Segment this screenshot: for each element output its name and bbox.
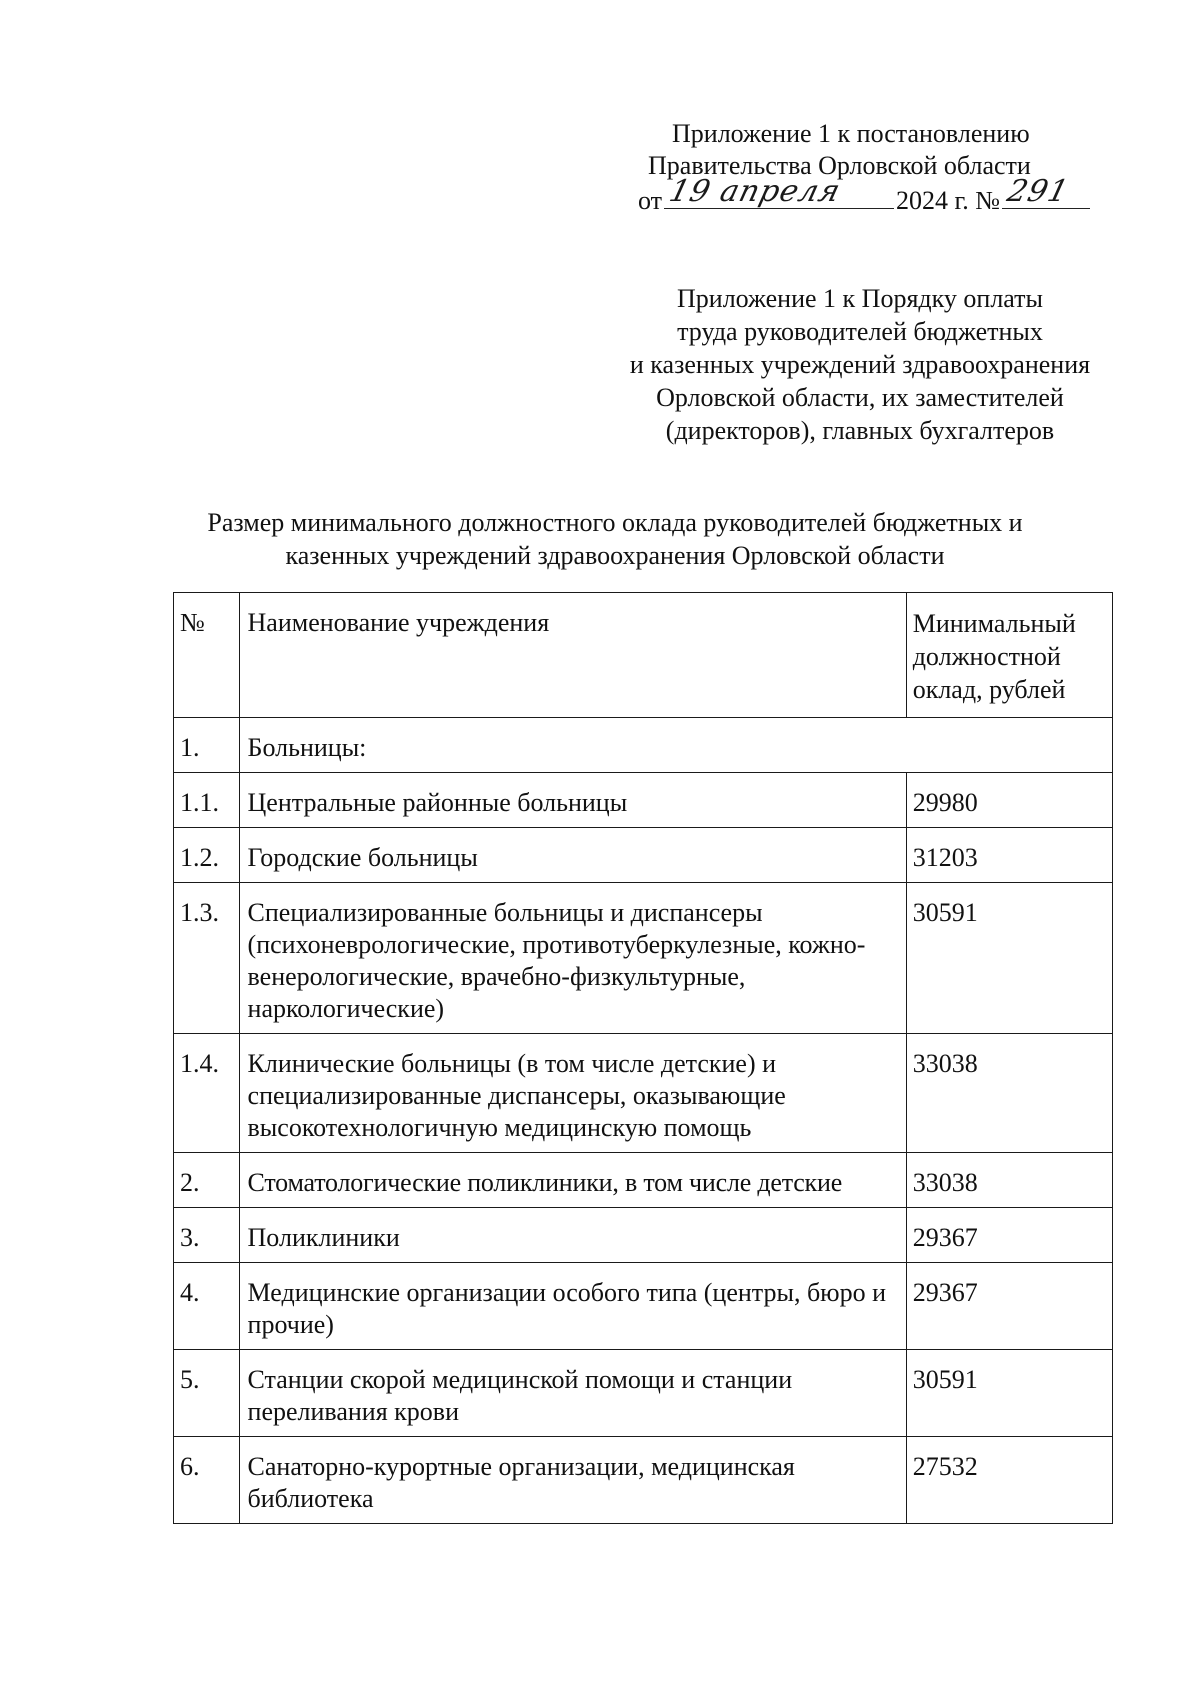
row-value: 29367 bbox=[906, 1208, 1112, 1263]
salary-table bbox=[173, 592, 1113, 1524]
appendix-2-line: Орловской области, их заместителей bbox=[656, 383, 1064, 412]
table-row bbox=[174, 1034, 1113, 1153]
row-value: 33038 bbox=[906, 1034, 1112, 1153]
row-number: 3. bbox=[174, 1208, 240, 1263]
table-row bbox=[174, 828, 1113, 883]
title-line-2: казенных учреждений здравоохранения Орловской области bbox=[285, 541, 945, 570]
appendix-2-header bbox=[600, 282, 1120, 447]
row-name: Поликлиники bbox=[239, 1208, 906, 1263]
row-name: Городские больницы bbox=[239, 828, 906, 883]
row-number: 5. bbox=[174, 1350, 240, 1437]
row-value: 27532 bbox=[906, 1437, 1112, 1524]
row-number: 1. bbox=[174, 718, 240, 773]
table-row bbox=[174, 1153, 1113, 1208]
appendix-1-header bbox=[620, 118, 1140, 217]
table-row bbox=[174, 773, 1113, 828]
row-number: 1.2. bbox=[174, 828, 240, 883]
table-row bbox=[174, 1263, 1113, 1350]
row-name: Медицинские организации особого типа (центры, бюро и прочие) bbox=[239, 1263, 906, 1350]
row-name: Специализированные больницы и диспансеры (психоневрологические, противотуберкулезные, кожно-венерологические, врачебно-физкультурные, наркологические) bbox=[239, 883, 906, 1034]
row-value: 30591 bbox=[906, 1350, 1112, 1437]
row-number: 1.1. bbox=[174, 773, 240, 828]
table-row bbox=[174, 718, 1113, 773]
row-name: Центральные районные больницы bbox=[239, 773, 906, 828]
row-name: Больницы: bbox=[239, 718, 1112, 773]
header-number: № bbox=[174, 593, 240, 718]
number-blank bbox=[1002, 174, 1090, 209]
row-value: 29980 bbox=[906, 773, 1112, 828]
from-label: от bbox=[638, 186, 663, 215]
appendix-1-line-1: Приложение 1 к постановлению bbox=[672, 119, 1030, 148]
document-title bbox=[150, 506, 1080, 572]
row-value: 31203 bbox=[906, 828, 1112, 883]
appendix-2-line: труда руководителей бюджетных bbox=[677, 317, 1043, 346]
row-value: 29367 bbox=[906, 1263, 1112, 1350]
row-number: 2. bbox=[174, 1153, 240, 1208]
year-number-label: 2024 г. № bbox=[896, 186, 1001, 215]
table-row bbox=[174, 1208, 1113, 1263]
appendix-2-line: и казенных учреждений здравоохранения bbox=[629, 350, 1091, 379]
title-line-1: Размер минимального должностного оклада руководителей бюджетных и bbox=[207, 508, 1023, 537]
row-name: Стоматологические поликлиники, в том числе детские bbox=[239, 1153, 906, 1208]
row-value: 30591 bbox=[906, 883, 1112, 1034]
appendix-1-date-line bbox=[620, 174, 1140, 217]
appendix-2-line: Приложение 1 к Порядку оплаты bbox=[677, 284, 1043, 313]
row-number: 1.3. bbox=[174, 883, 240, 1034]
row-name: Клинические больницы (в том числе детские) и специализированные диспансеры, оказывающие высокотехнологичную медицинскую помощь bbox=[239, 1034, 906, 1153]
handwritten-date: 19 апреля bbox=[665, 174, 845, 209]
row-name: Санаторно-курортные организации, медицинская библиотека bbox=[239, 1437, 906, 1524]
row-value: 33038 bbox=[906, 1153, 1112, 1208]
row-name: Станции скорой медицинской помощи и станции переливания крови bbox=[239, 1350, 906, 1437]
row-number: 4. bbox=[174, 1263, 240, 1350]
header-min-salary: Минимальный должностной оклад, рублей bbox=[906, 593, 1112, 718]
appendix-2-line: (директоров), главных бухгалтеров bbox=[665, 416, 1055, 445]
table-row bbox=[174, 1350, 1113, 1437]
appendix-1-line-2: Правительства Орловской области bbox=[648, 151, 1031, 180]
row-number: 1.4. bbox=[174, 1034, 240, 1153]
table-row bbox=[174, 883, 1113, 1034]
handwritten-number: 291 bbox=[1003, 174, 1073, 209]
row-number: 6. bbox=[174, 1437, 240, 1524]
table-row bbox=[174, 1437, 1113, 1524]
table-header-row bbox=[174, 593, 1113, 718]
date-blank bbox=[664, 174, 894, 209]
header-institution-name: Наименование учреждения bbox=[239, 593, 906, 718]
